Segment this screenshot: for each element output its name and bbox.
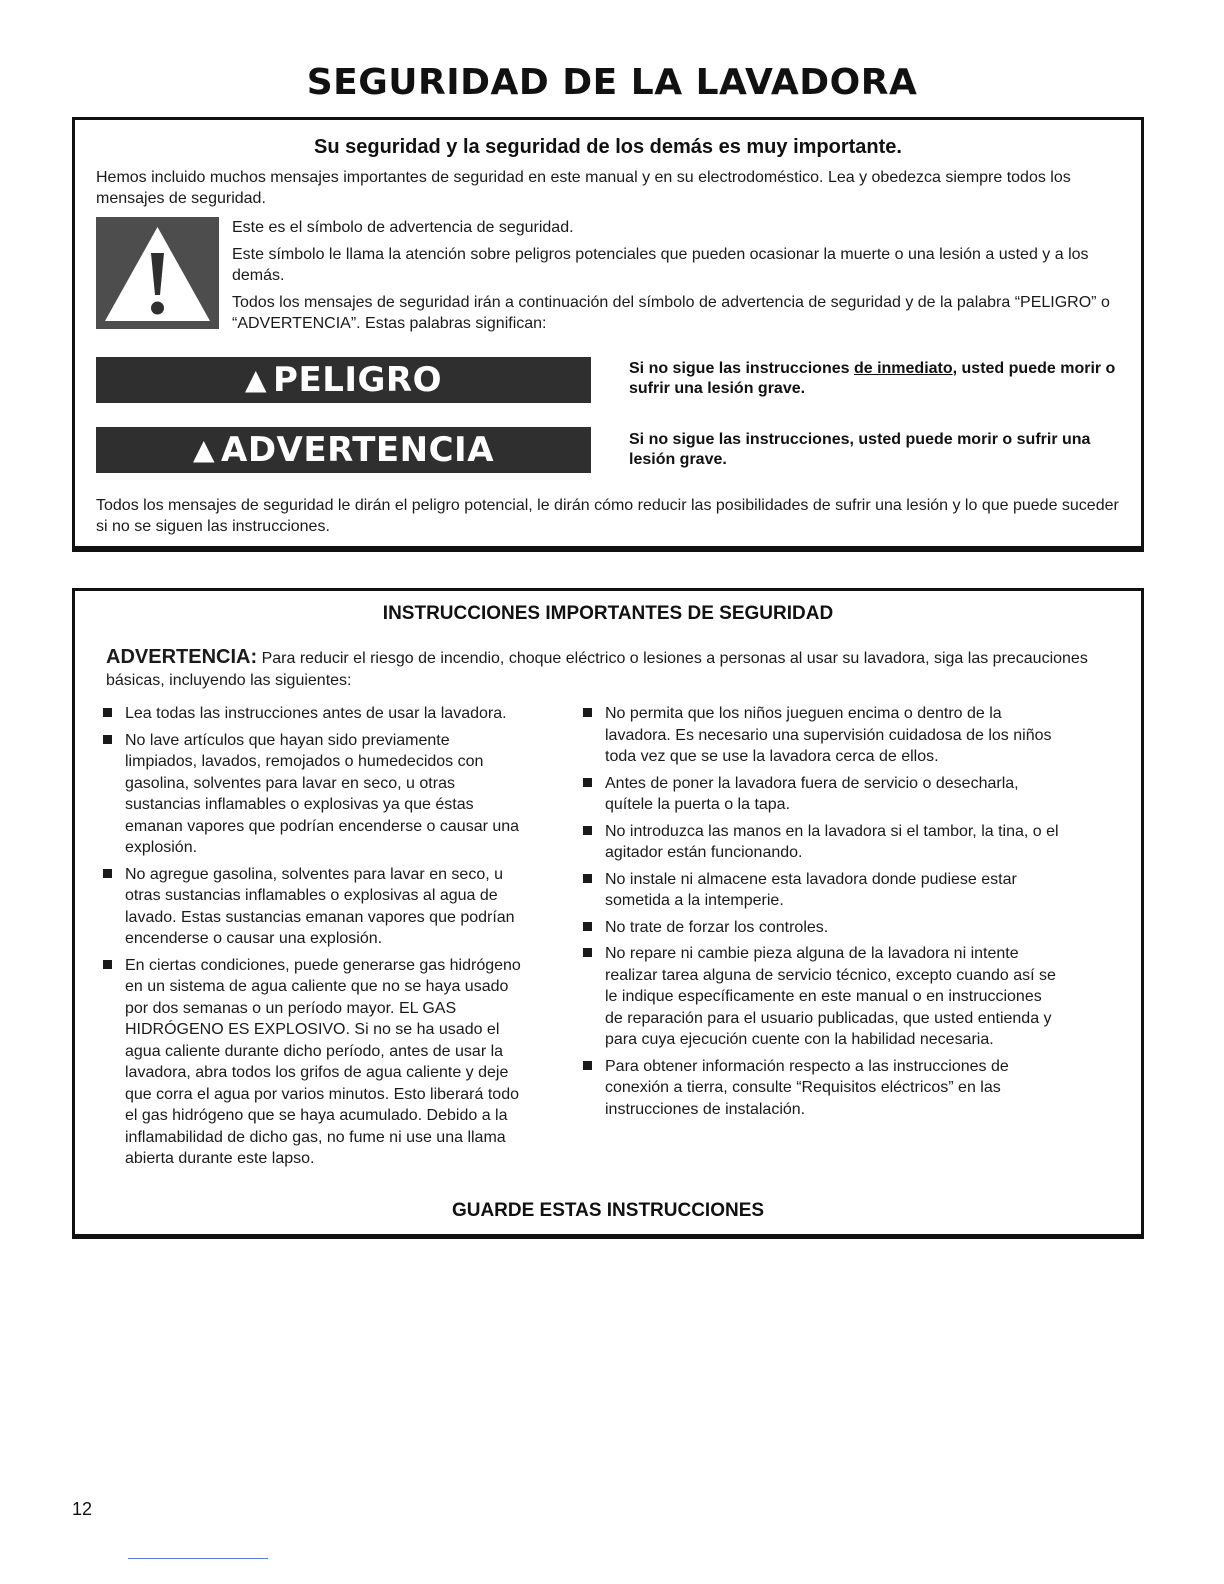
square-bullet-icon — [103, 708, 112, 717]
list-item: No instale ni almacene esta lavadora donde pudiese estar sometida a la intemperie. — [583, 869, 1063, 912]
instructions-left-column — [103, 703, 523, 1175]
warning-banner — [96, 427, 591, 473]
safety-info-box — [72, 117, 1144, 552]
list-item: Lea todas las instrucciones antes de usar la lavadora. — [103, 703, 523, 725]
square-bullet-icon — [583, 708, 592, 717]
square-bullet-icon — [583, 922, 592, 931]
list-item: En ciertas condiciones, puede generarse gas hidrógeno en un sistema de agua caliente que no se haya usado por dos semanas o un período mayor. EL GAS HIDRÓGENO ES EXPLOSIVO. Si no se ha usado el agua caliente durante dicho período, antes de usar la lavadora, abra todos los grifos de agua caliente y deje que corra el agua por varios minutos. Esto liberará todo el gas hidrógeno que se haya acumulado. Debido a la inflamabilidad de dicho gas, no fume ni use una llama abierta durante este lapso. — [103, 955, 523, 1170]
symbol-line: Este símbolo le llama la atención sobre peligros potenciales que pueden ocasionar la muerte o una lesión a usted y a los demás. — [232, 246, 1089, 284]
list-item: No permita que los niños jueguen encima o dentro de la lavadora. Es necesario una supervisión cuidadosa de los niños toda vez que se use la lavadora cerca de ellos. — [583, 703, 1063, 768]
list-item: No agregue gasolina, solventes para lavar en seco, u otras sustancias inflamables o explosivas al agua de lavado. Estas sustancias emanan vapores que podrían encenderse o causar una explosión. — [103, 864, 523, 950]
danger-banner — [96, 357, 591, 403]
instructions-heading: INSTRUCCIONES IMPORTANTES DE SEGURIDAD — [382, 603, 834, 624]
warning-lead-paragraph: ADVERTENCIA: Para reducir el riesgo de incendio, choque eléctrico o lesiones a personas al usar su lavadora, siga las precauciones básicas, incluyendo las siguientes: — [106, 646, 1088, 689]
warning-triangle-icon — [96, 217, 219, 329]
list-item: Antes de poner la lavadora fuera de servicio o desecharla, quítele la puerta o la tapa. — [583, 773, 1063, 816]
list-item: No introduzca las manos en la lavadora si el tambor, la tina, o el agitador están funcionando. — [583, 821, 1063, 864]
list-item: Para obtener información respecto a las instrucciones de conexión a tierra, consulte “Requisitos eléctricos” en las instrucciones de instalación. — [583, 1056, 1063, 1121]
square-bullet-icon — [583, 948, 592, 957]
warning-label: ADVERTENCIA — [221, 430, 495, 470]
square-bullet-icon — [103, 960, 112, 969]
warning-description: Si no sigue las instrucciones, usted puede morir o sufrir una lesión grave. — [629, 431, 1091, 468]
square-bullet-icon — [583, 874, 592, 883]
danger-emphasis: de inmediato — [853, 360, 953, 377]
square-bullet-icon — [583, 1061, 592, 1070]
safety-alert-symbol — [96, 217, 219, 329]
list-item: No trate de forzar los controles. — [583, 917, 1063, 939]
danger-description: Si no sigue las instrucciones de inmediato, usted puede morir o sufrir una lesión grave. — [629, 360, 1116, 397]
instructions-box — [72, 588, 1144, 1239]
square-bullet-icon — [103, 735, 112, 744]
list-item: No repare ni cambie pieza alguna de la lavadora ni intente realizar tarea alguna de servicio técnico, excepto cuando así se le indique específicamente en este manual o en instrucciones de reparación para el usuario publicadas, que usted entienda y para cuya ejecución cuente con la habilidad necesaria. — [583, 943, 1063, 1051]
page-number: 12 — [72, 1499, 93, 1519]
symbol-line: Este es el símbolo de advertencia de seguridad. — [232, 219, 574, 236]
warning-triangle-icon: ▲ — [192, 433, 215, 466]
bottom-rule — [128, 1558, 268, 1559]
safety-heading: Su seguridad y la seguridad de los demás es muy importante. — [314, 136, 902, 158]
danger-label: PELIGRO — [273, 360, 442, 400]
symbol-line: Todos los mensajes de seguridad irán a continuación del símbolo de advertencia de seguridad y de la palabra “PELIGRO” o “ADVERTENCIA”. Estas palabras significan: — [232, 294, 1110, 332]
save-instructions-heading: GUARDE ESTAS INSTRUCCIONES — [451, 1200, 765, 1221]
page-title: SEGURIDAD DE LA LAVADORA — [306, 62, 918, 103]
list-item: No lave artículos que hayan sido previamente limpiados, lavados, remojados o humedecidos con gasolina, solventes para lavar en seco, u otras sustancias inflamables o explosivas ya que éstas emanan vapores que podrían encenderse o causar una explosión. — [103, 730, 523, 859]
instructions-right-column — [583, 703, 1063, 1125]
square-bullet-icon — [583, 778, 592, 787]
lead-word: ADVERTENCIA: — [106, 646, 258, 668]
square-bullet-icon — [583, 826, 592, 835]
safety-intro: Hemos incluido muchos mensajes importantes de seguridad en este manual y en su electrodoméstico. Lea y obedezca siempre todos los mensajes de seguridad. — [96, 169, 1071, 207]
warning-triangle-icon: ▲ — [245, 363, 268, 396]
symbol-explanation — [232, 217, 1122, 340]
square-bullet-icon — [103, 869, 112, 878]
safety-outro: Todos los mensajes de seguridad le dirán el peligro potencial, le dirán cómo reducir las posibilidades de sufrir una lesión y lo que puede suceder si no se siguen las instrucciones. — [96, 497, 1119, 535]
